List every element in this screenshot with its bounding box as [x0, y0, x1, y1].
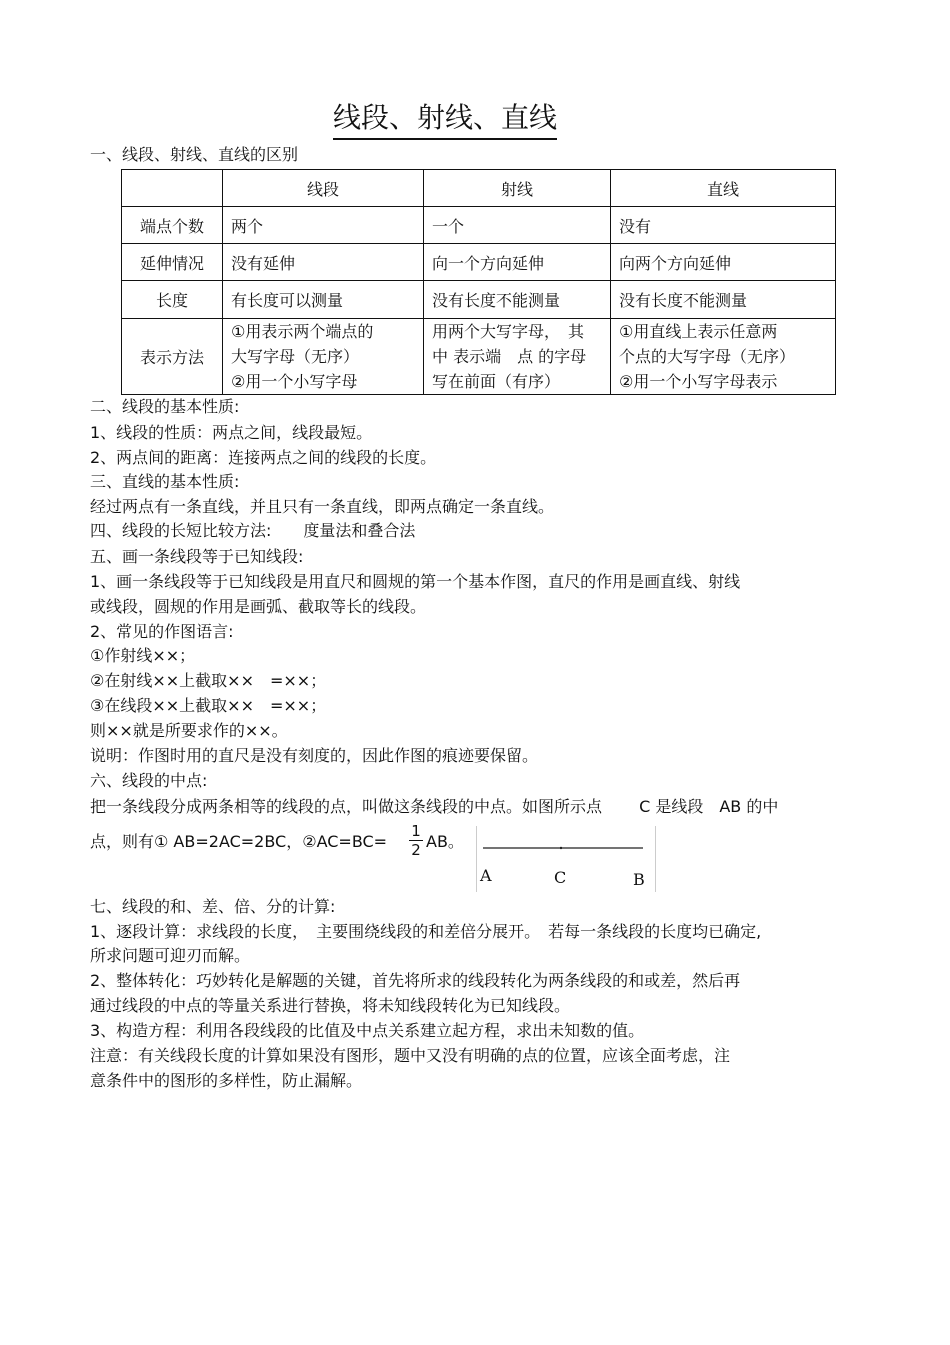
paragraph: 所求问题可迎刃而解。 [90, 946, 251, 965]
table-row [122, 244, 836, 281]
point-c-label: C [554, 868, 567, 887]
paragraph: 2、整体转化：巧妙转化是解题的关键，首先将所求的线段转化为两条线段的和或差，然后再 [90, 971, 741, 990]
paragraph: 1、逐段计算：求线段的长度， 主要围绕线段的和差倍分展开。 若每一条线段的长度均已确定, [90, 922, 762, 941]
paragraph: 或线段，圆规的作用是画弧、截取等长的线段。 [90, 597, 427, 616]
paragraph: 通过线段的中点的等量关系进行替换，将未知线段转化为已知线段。 [90, 996, 571, 1015]
cell-line: ②用一个小写字母 [231, 372, 358, 391]
row-label: 端点个数 [122, 207, 223, 244]
paragraph: 经过两点有一条直线，并且只有一条直线，即两点确定一条直线。 [90, 497, 555, 516]
table-cell: 没有长度不能测量 [611, 281, 836, 319]
table-header-cell: 直线 [611, 170, 836, 207]
paragraph: 1、画一条线段等于已知线段是用直尺和圆规的第一个基本作图，直尺的作用是画直线、射线 [90, 572, 741, 591]
paragraph: 意条件中的图形的多样性，防止漏解。 [90, 1071, 363, 1090]
cell-line: 大写字母（无序） [231, 347, 360, 366]
paragraph: 则××就是所要求作的××。 [90, 721, 288, 740]
table-cell [611, 319, 836, 395]
cell-line: 用两个大写字母， 其 [432, 322, 585, 341]
table-cell: 没有长度不能测量 [424, 281, 611, 319]
table-cell [223, 319, 424, 395]
fraction-denominator: 2 [411, 841, 421, 859]
cell-line: ①用直线上表示任意两 [619, 322, 778, 341]
table-cell: 一个 [424, 207, 611, 244]
table-cell [424, 319, 611, 395]
table-cell: 两个 [223, 207, 424, 244]
paragraph: 注意：有关线段长度的计算如果没有图形，题中又没有明确的点的位置，应该全面考虑，注 [90, 1046, 731, 1065]
cell-line: 个点的大写字母（无序） [619, 347, 796, 366]
table-cell: 有长度可以测量 [223, 281, 424, 319]
paragraph: 点，则有① AB=2AC=2BC，②AC=BC= [90, 832, 388, 851]
fraction-one-half [409, 822, 423, 859]
row-label: 长度 [122, 281, 223, 319]
paragraph: 说明：作图时用的直尺是没有刻度的，因此作图的痕迹要保留。 [90, 746, 539, 765]
paragraph: ①作射线××； [90, 646, 196, 665]
point-c-mark [560, 847, 562, 849]
paragraph: ③在线段××上截取×× =××； [90, 696, 327, 715]
section-1-heading: 一、线段、射线、直线的区别 [90, 145, 299, 164]
table-header-cell: 射线 [424, 170, 611, 207]
midpoint-figure [476, 826, 656, 892]
cell-line: ②用一个小写字母表示 [619, 372, 778, 391]
section-4-heading: 四、线段的长短比较方法: 度量法和叠合法 [90, 521, 416, 540]
paragraph: AB。 [426, 832, 464, 851]
table-row [122, 207, 836, 244]
fraction-numerator: 1 [411, 822, 421, 840]
section-6-heading: 六、线段的中点: [90, 771, 208, 790]
paragraph: 2、常见的作图语言: [90, 622, 234, 641]
row-label: 表示方法 [122, 319, 223, 395]
paragraph: 把一条线段分成两条相等的线段的点，叫做这条线段的中点。如图所示点 C 是线段 AB 的中 [90, 797, 779, 816]
paragraph: ②在射线××上截取×× =××； [90, 671, 327, 690]
table-cell: 没有 [611, 207, 836, 244]
section-2-heading: 二、线段的基本性质: [90, 397, 240, 416]
cell-line: ①用表示两个端点的 [231, 322, 374, 341]
table-header-cell: 线段 [223, 170, 424, 207]
paragraph: 2、两点间的距离：连接两点之间的线段的长度。 [90, 448, 437, 467]
paragraph: 3、构造方程：利用各段线段的比值及中点关系建立起方程，求出未知数的值。 [90, 1021, 645, 1040]
table-header-cell [122, 170, 223, 207]
table-cell: 向两个方向延伸 [611, 244, 836, 281]
cell-line: 中 表示端 点 的字母 [432, 347, 587, 366]
point-b-label: B [633, 870, 645, 889]
section-3-heading: 三、直线的基本性质: [90, 472, 240, 491]
paragraph: 1、线段的性质：两点之间，线段最短。 [90, 423, 373, 442]
table-cell: 向一个方向延伸 [424, 244, 611, 281]
point-a-label: A [480, 866, 492, 885]
table-row [122, 319, 836, 395]
section-7-heading: 七、线段的和、差、倍、分的计算: [90, 897, 336, 916]
page-title: 线段、射线、直线 [333, 98, 557, 140]
section-5-heading: 五、画一条线段等于已知线段: [90, 547, 304, 566]
comparison-table [121, 169, 836, 395]
table-cell: 没有延伸 [223, 244, 424, 281]
table-row [122, 281, 836, 319]
cell-line: 写在前面（有序） [432, 372, 561, 391]
table-header-row [122, 170, 836, 207]
row-label: 延伸情况 [122, 244, 223, 281]
